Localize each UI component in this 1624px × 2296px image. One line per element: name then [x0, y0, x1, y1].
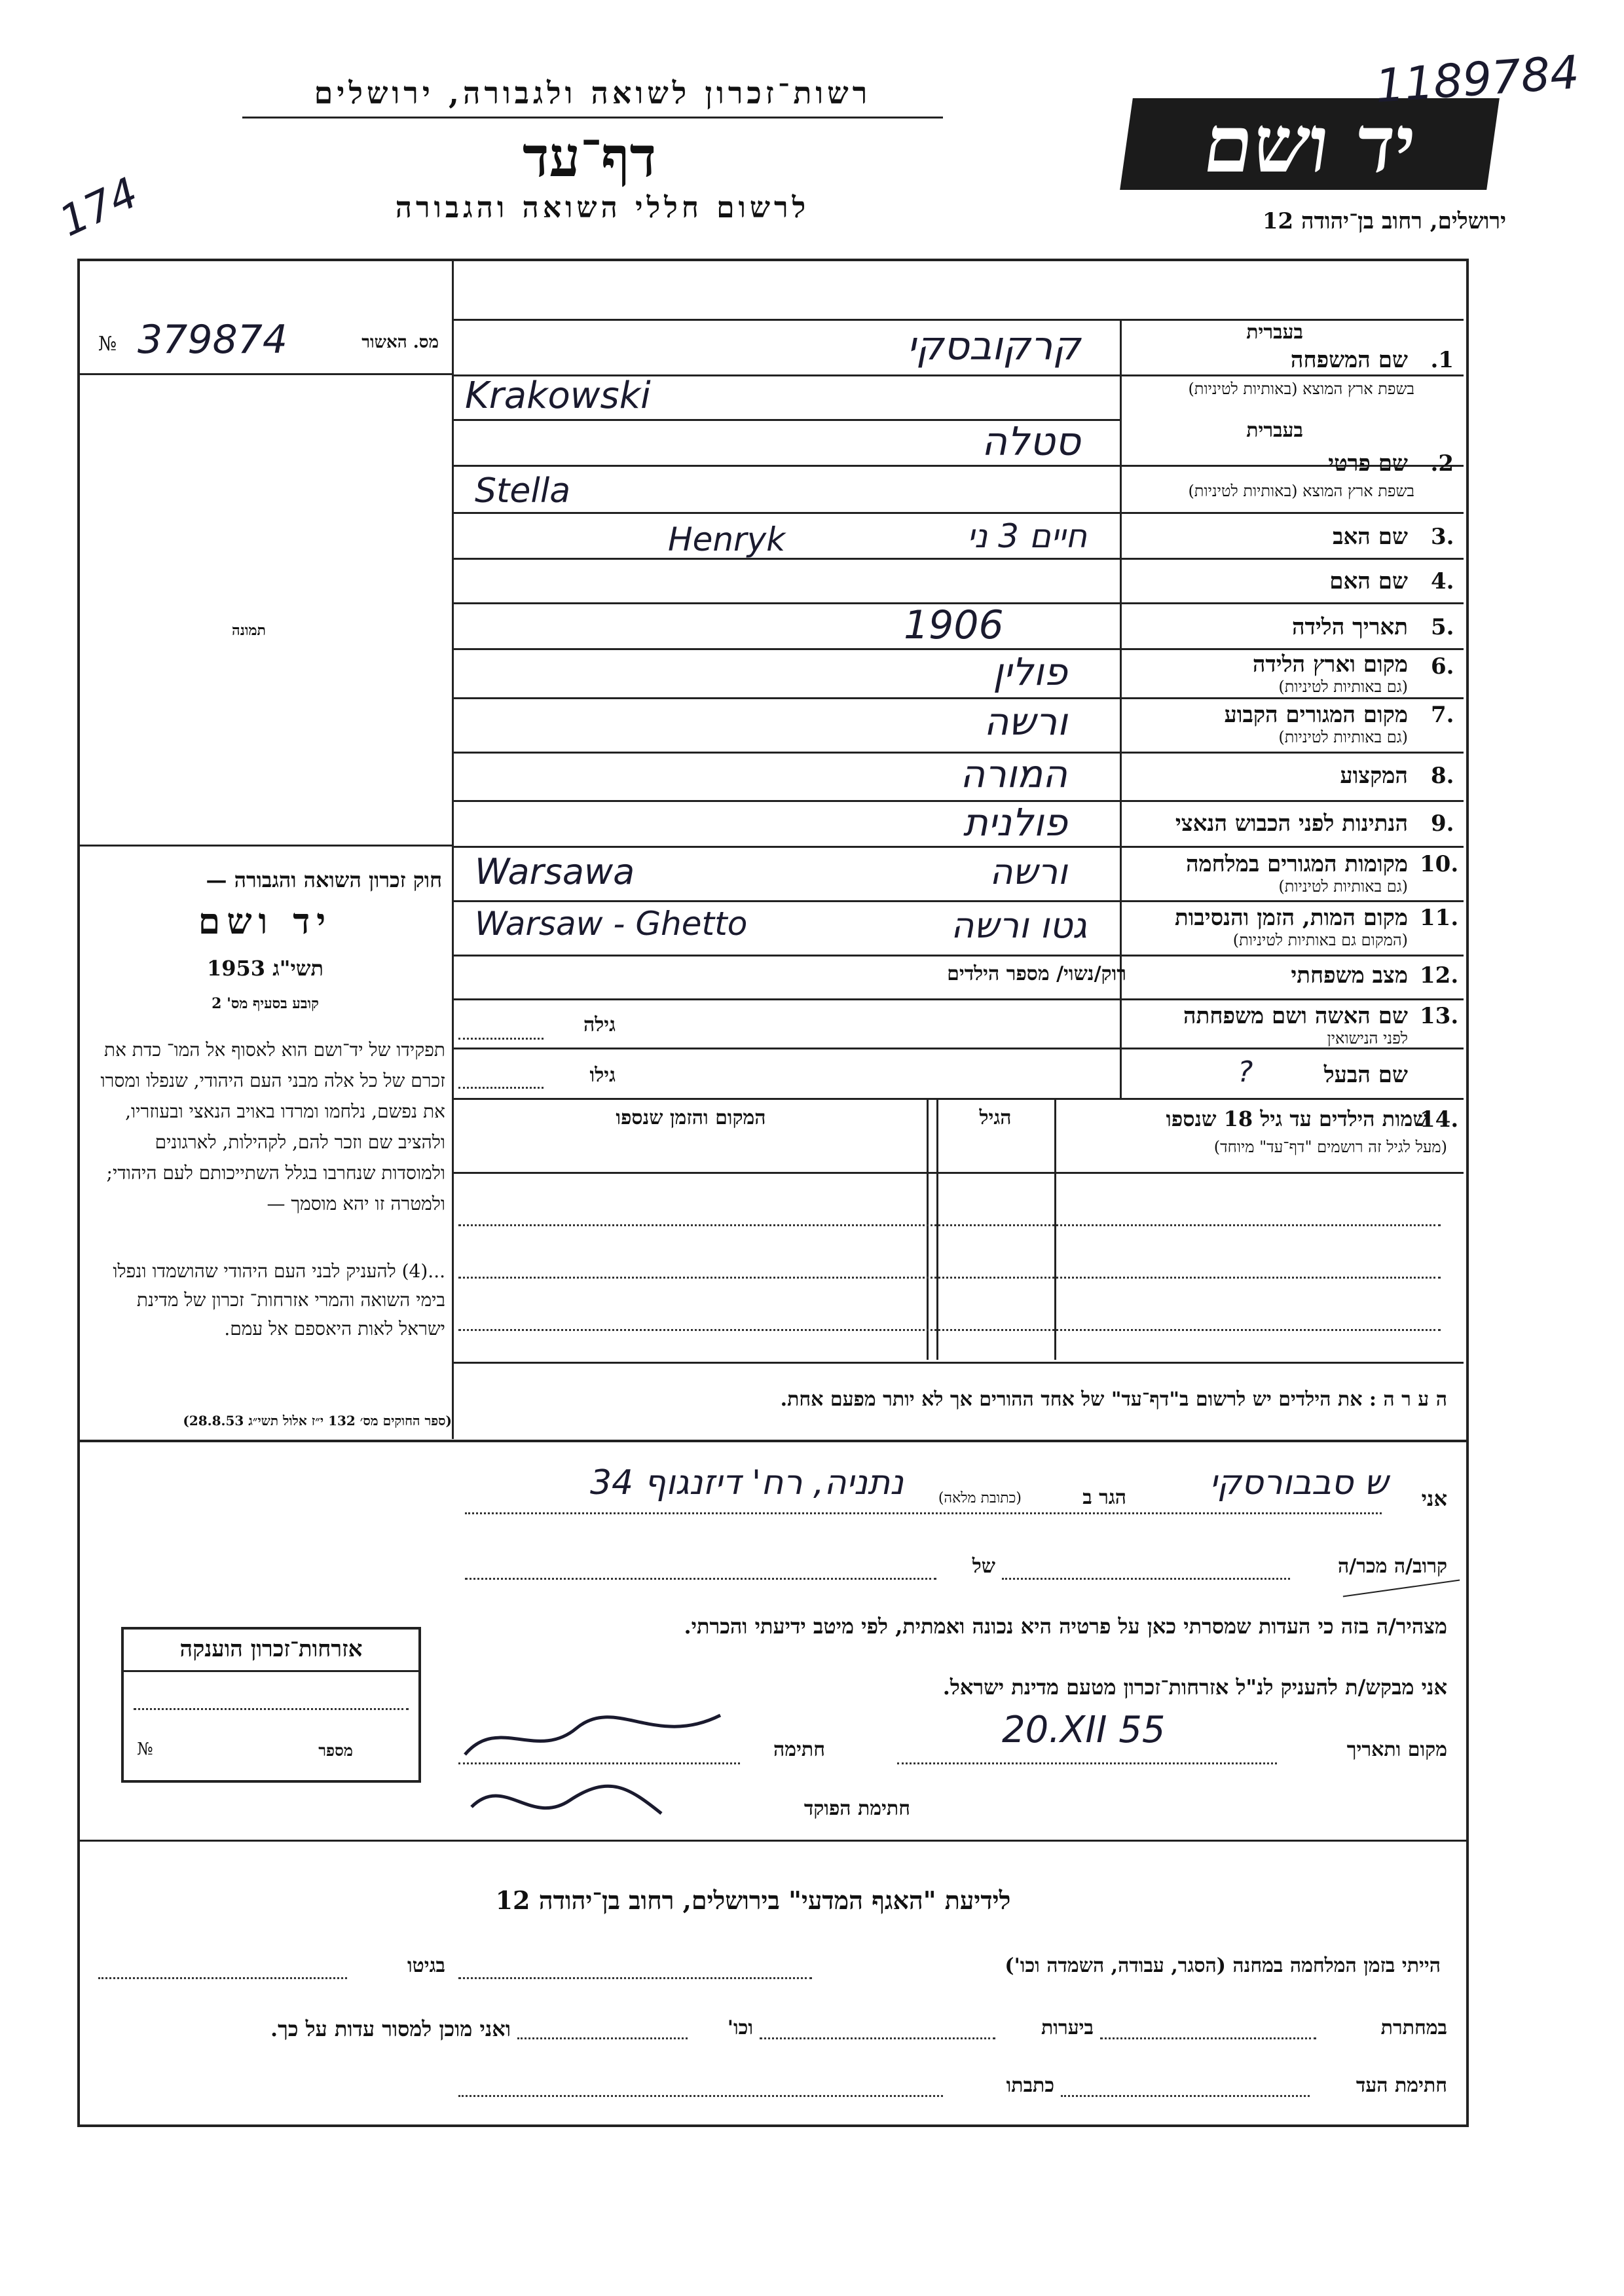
- photo-label: תמונה: [232, 622, 266, 639]
- field-10-number: 10.: [1420, 851, 1459, 877]
- declarant-residing: הגר ב: [1082, 1486, 1126, 1509]
- children-col-1: [1054, 1098, 1056, 1360]
- field-12-label: מצב משפחתי: [1291, 962, 1408, 989]
- citizenship-title: אזרחות־זכרון הוענקה: [179, 1636, 363, 1662]
- footer-line-1-end: בגיטו: [407, 1954, 445, 1977]
- children-header-line: [452, 1172, 1464, 1174]
- field-4-number: 4.: [1431, 568, 1454, 594]
- field-7-number: 7.: [1431, 702, 1454, 728]
- reg-no-underline: [79, 373, 452, 375]
- field-8-number: 8.: [1431, 763, 1454, 789]
- field-10-value-latin[interactable]: Warsawa: [475, 851, 635, 892]
- children-row-2: [458, 1277, 1441, 1279]
- law-text-1: תפקידו של יד־ושם הוא לאסוף אל המו־ כדת את זכרם של כל אלה מבני העם היהודי, שנפלו ומסרו את נפשם, נלחמו ומרדו באויב הנאצי ובעוזריו, ולהציב שם וזכר להם, לקהילות, לארגונים ולמוסדות שנחרבו בגלל השתייכותם לעם היהודי; ולמטרה זו יהא מוסמך —: [100, 1039, 445, 1214]
- form-subtitle: לרשום חללי השואה והגבורה: [395, 191, 810, 225]
- field-13-age-label: גילה: [583, 1013, 616, 1036]
- footer-line-2-blank-a: [1100, 2037, 1316, 2039]
- footer-line-3-blank-a: [1061, 2095, 1310, 2097]
- archive-number: 1189784: [1373, 45, 1581, 113]
- field-1-value-hebrew[interactable]: קרקובסקי: [907, 323, 1080, 369]
- children-number: 14.: [1420, 1106, 1459, 1133]
- footer-line-1-blank-2: [98, 1977, 347, 1979]
- authority-line: רשות־זכרון לשואה ולגבורה, ירושלים: [314, 75, 872, 111]
- field-3-label: שם האב: [1333, 524, 1408, 550]
- date-value[interactable]: 20.XII 55: [1002, 1709, 1166, 1751]
- field-6-label: מקום וארץ הלידה: [1252, 651, 1408, 678]
- row-line-11: [452, 900, 1464, 902]
- field-9-label: הנתינות לפני הכבוש הנאצי: [1175, 811, 1408, 837]
- authority-underline: [242, 117, 943, 118]
- registration-number: [98, 317, 439, 363]
- children-age-header: הגיל: [979, 1106, 1012, 1129]
- field-given-name: [1123, 419, 1454, 511]
- footer-line-2-blank-c: [517, 2037, 688, 2039]
- field-2-value-hebrew[interactable]: סטלה: [981, 419, 1080, 465]
- field-1-heb-tag: בעברית: [1246, 321, 1303, 344]
- declarant-ani: אני: [1421, 1486, 1447, 1511]
- footer-line-2-d: ואני מוכן למסור עדות על כך.: [270, 2016, 511, 2041]
- row-line-15: [452, 1098, 1464, 1100]
- place-date-label: מקום ותאריך: [1346, 1738, 1447, 1761]
- children-label: [1061, 1106, 1428, 1131]
- field-11-number: 11.: [1420, 905, 1459, 931]
- relation-label: קרוב/ה מכר/ה: [1338, 1555, 1447, 1578]
- footer-line-2-a: במחתרת: [1380, 2016, 1447, 2039]
- declarant-name[interactable]: ש סבבורסקי: [1209, 1463, 1388, 1503]
- logo-text: יד ושם: [1198, 98, 1422, 191]
- citizenship-number-label: מספר: [318, 1741, 353, 1760]
- children-label-text: שמות הילדים עד גיל 18 שנספו: [1166, 1106, 1428, 1131]
- footer-line-1: הייתי בזמן המלחמה במחנה (הסגר, עבודה, השמדה וכו'): [1005, 1954, 1441, 1977]
- photo-bottom-line: [79, 845, 452, 847]
- field-11-value-latin[interactable]: Warsaw - Ghetto: [475, 905, 748, 943]
- field-6-sub: (גם באותיות לטיניות): [1278, 678, 1408, 696]
- field-9-number: 9.: [1431, 811, 1454, 837]
- footer-line-2-blank-b: [760, 2037, 995, 2039]
- field-6-value[interactable]: פולין: [993, 649, 1067, 694]
- row-line-3: [452, 512, 1464, 514]
- margin-note: 174: [52, 168, 146, 247]
- field-10-label: מקומות המגורים במלחמה: [1185, 851, 1408, 877]
- field-5-number: 5.: [1431, 614, 1454, 640]
- header-address: ירושלים, רחוב בן־יהודה 12: [1262, 208, 1506, 234]
- yad-vashem-logo: [1120, 98, 1500, 190]
- law-source: (ספר החוקים מס׳ 132 י״ז אלול תשי״ג 28.8.53): [183, 1413, 452, 1429]
- footer-line-1-blank: [458, 1977, 812, 1979]
- law-name: יד ושם: [198, 900, 333, 942]
- field-13-number: 13.: [1420, 1003, 1459, 1029]
- field-7-sub: (גם באותיות לטיניות): [1278, 728, 1408, 746]
- children-row-1: [458, 1224, 1441, 1226]
- footer-line-3-blank-b: [458, 2095, 943, 2097]
- husband-age-line: [458, 1087, 544, 1089]
- row-line-13: [452, 998, 1464, 1000]
- law-clause: קובע בסעיף מס' 2: [212, 995, 319, 1012]
- field-12-value[interactable]: רוק/נשוי/ מספר הילדים: [947, 962, 1126, 985]
- field-9-value[interactable]: פולנית: [963, 800, 1067, 845]
- field-8-value[interactable]: המורה: [960, 752, 1067, 796]
- children-col-3: [927, 1098, 929, 1360]
- children-col-2: [936, 1098, 938, 1360]
- field-11-value[interactable]: גטו ורשה: [951, 905, 1087, 946]
- husband-age-label: גילו: [589, 1064, 616, 1087]
- husband-value[interactable]: ?: [1238, 1055, 1253, 1089]
- field-3-number: 3.: [1431, 524, 1454, 550]
- reg-no-label: מס. האשור: [361, 333, 439, 352]
- reg-no-value: 379874: [138, 317, 288, 363]
- row-line-4: [452, 558, 1464, 560]
- field-10-value[interactable]: ורשה: [989, 851, 1067, 892]
- officer-signature-label: חתימת הפוקד: [803, 1797, 910, 1820]
- children-sub: (מעל לגיל זה רושמים "דף־עד" מיוחד): [1213, 1138, 1447, 1156]
- field-1-label: שם המשפחה: [1290, 347, 1408, 373]
- field-11-label: מקום המות, הזמן והנסיבות: [1174, 905, 1408, 931]
- field-1-sub: בשפת ארץ המוצא (באותיות לטיניות): [1188, 380, 1414, 398]
- row-line-10: [452, 846, 1464, 848]
- children-bottom-line: [452, 1362, 1464, 1364]
- field-11-sub: (המקום גם באותיות לטיניות): [1232, 931, 1408, 949]
- declarant-address[interactable]: נתניה, רח' דיזנגוף 34: [589, 1463, 904, 1503]
- field-2-label: שם פרטי: [1328, 450, 1408, 477]
- field-5-label: תאריך הלידה: [1291, 614, 1408, 640]
- field-13-label: שם האשה ושם משפחתה: [1183, 1003, 1408, 1029]
- field-1-number: 1.: [1430, 347, 1454, 373]
- field-7-value[interactable]: ורשה: [984, 699, 1067, 744]
- children-row-3: [458, 1329, 1441, 1331]
- field-2-heb-tag: בעברית: [1246, 419, 1303, 442]
- footer-separator: [77, 1840, 1466, 1842]
- field-2-number: 2.: [1430, 450, 1454, 477]
- field-10-sub: (גם באותיות לטיניות): [1278, 877, 1408, 896]
- request-text: אני מבקש/ת להעניק לנ"ל אזרחות־זכרון מטעם מדינת ישראל.: [942, 1675, 1447, 1700]
- reg-no-symbol: №: [98, 333, 117, 355]
- law-title: חוק זכרון השואה והגבורה —: [206, 867, 442, 892]
- citizenship-number-symbol: №: [137, 1740, 153, 1759]
- field-12-number: 12.: [1420, 962, 1459, 989]
- field-6-number: 6.: [1431, 653, 1454, 680]
- field-3-value[interactable]: חיים 3 ני: [967, 517, 1087, 555]
- field-5-value[interactable]: 1906: [904, 602, 1004, 648]
- law-year: תשי"ג 1953: [207, 956, 323, 981]
- signature-label: חתימה: [773, 1738, 825, 1761]
- row-line-12: [452, 955, 1464, 957]
- field-family-name: [1123, 321, 1454, 412]
- declarant-address-hint: (כתובת מלאה): [938, 1490, 1022, 1506]
- husband-label: שם הבעל: [1323, 1062, 1408, 1088]
- field-1-value-latin[interactable]: Krakowski: [465, 374, 651, 417]
- row-line-14: [452, 1048, 1464, 1049]
- footer-line-3-b: כתבתו: [1006, 2074, 1054, 2097]
- sidebar-divider: [452, 261, 454, 1439]
- field-8-label: המקצוע: [1340, 763, 1408, 789]
- footer-line-2-c: וכו': [727, 2016, 753, 2039]
- field-13-age-line: [458, 1038, 544, 1040]
- footer-line-3-a: חתימת העד: [1356, 2074, 1447, 2097]
- law-text-2: ...(4) להעניק לבני העם היהודי שהושמדו ונפלו בימי השואה והמרי אזרחות־ זכרון של מדינת ישראל לאות היאספם אל עמם.: [113, 1260, 445, 1339]
- relation-of-label: של: [972, 1555, 995, 1578]
- field-3-value-latin[interactable]: Henryk: [668, 520, 786, 558]
- footer-line-2-b: ביערות: [1041, 2016, 1094, 2039]
- children-place-header: המקום והזמן שנספו: [616, 1106, 766, 1129]
- form-note: ה ע ר ה : את הילדים יש לרשום ב"דף־עד" של אחד ההורים אך לא יותר מפעם אחת.: [780, 1388, 1447, 1411]
- declare-text: מצהיר/ה בזה כי העדות שמסרתי כאן על פרטיה היא נכונה ואמתית, לפי מיטב ידיעתי והכרתי.: [684, 1614, 1447, 1639]
- field-2-value-latin[interactable]: Stella: [475, 471, 571, 511]
- field-7-label: מקום המגורים הקבוע: [1224, 702, 1408, 728]
- field-4-label: שם האם: [1329, 568, 1408, 594]
- field-2-sub: בשפת ארץ המוצא (באותיות לטיניות): [1188, 482, 1414, 500]
- footer-title: לידיעת "האגף המדעי" בירושלים, רחוב בן־יהודה 12: [495, 1886, 1011, 1915]
- form-title: דף־עד: [522, 124, 656, 189]
- field-13-sub: לפני הנישואין: [1327, 1029, 1408, 1048]
